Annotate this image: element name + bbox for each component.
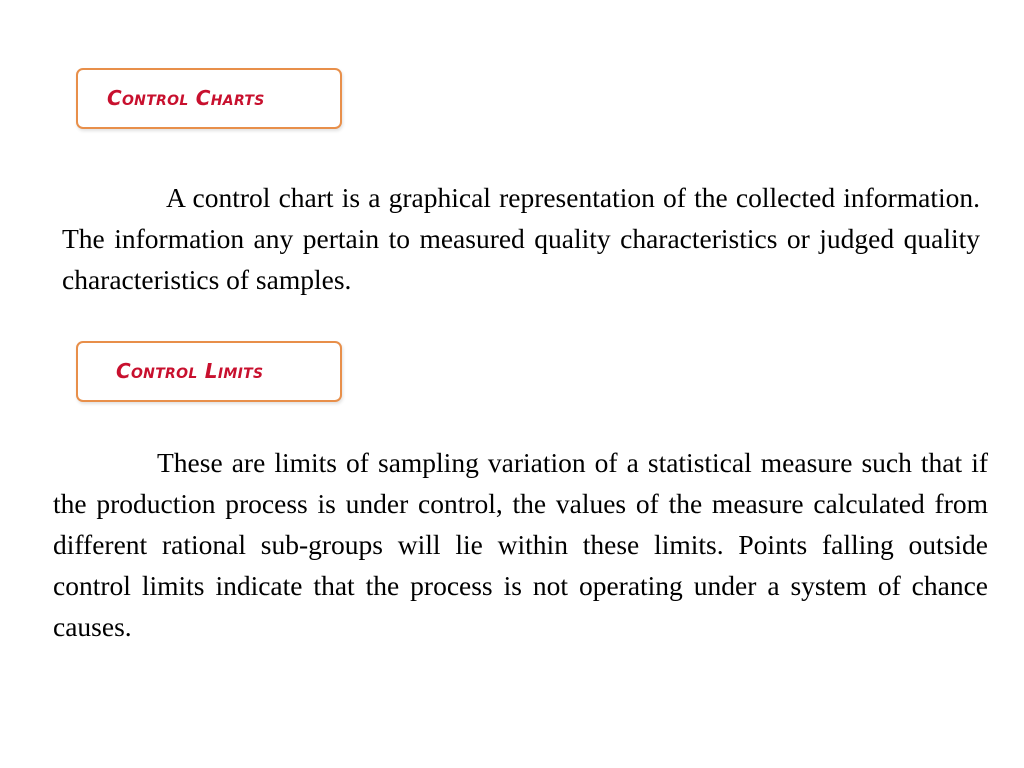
control-charts-paragraph: A control chart is a graphical representation of the collected information. The information any pertain to measured quality characteristics or judged quality characteristics of samples. <box>62 182 980 295</box>
control-limits-heading: Control Limits <box>116 359 264 383</box>
control-limits-heading-box <box>76 341 342 402</box>
control-charts-heading-box <box>76 68 342 129</box>
control-limits-paragraph: These are limits of sampling variation of a statistical measure such that if the production process is under control, the values of the measure calculated from different rational sub-groups will lie within these limits. Points falling outside control limits indicate that the process is not operating under a system of chance causes. <box>53 447 988 642</box>
control-charts-heading: Control Charts <box>107 86 265 110</box>
